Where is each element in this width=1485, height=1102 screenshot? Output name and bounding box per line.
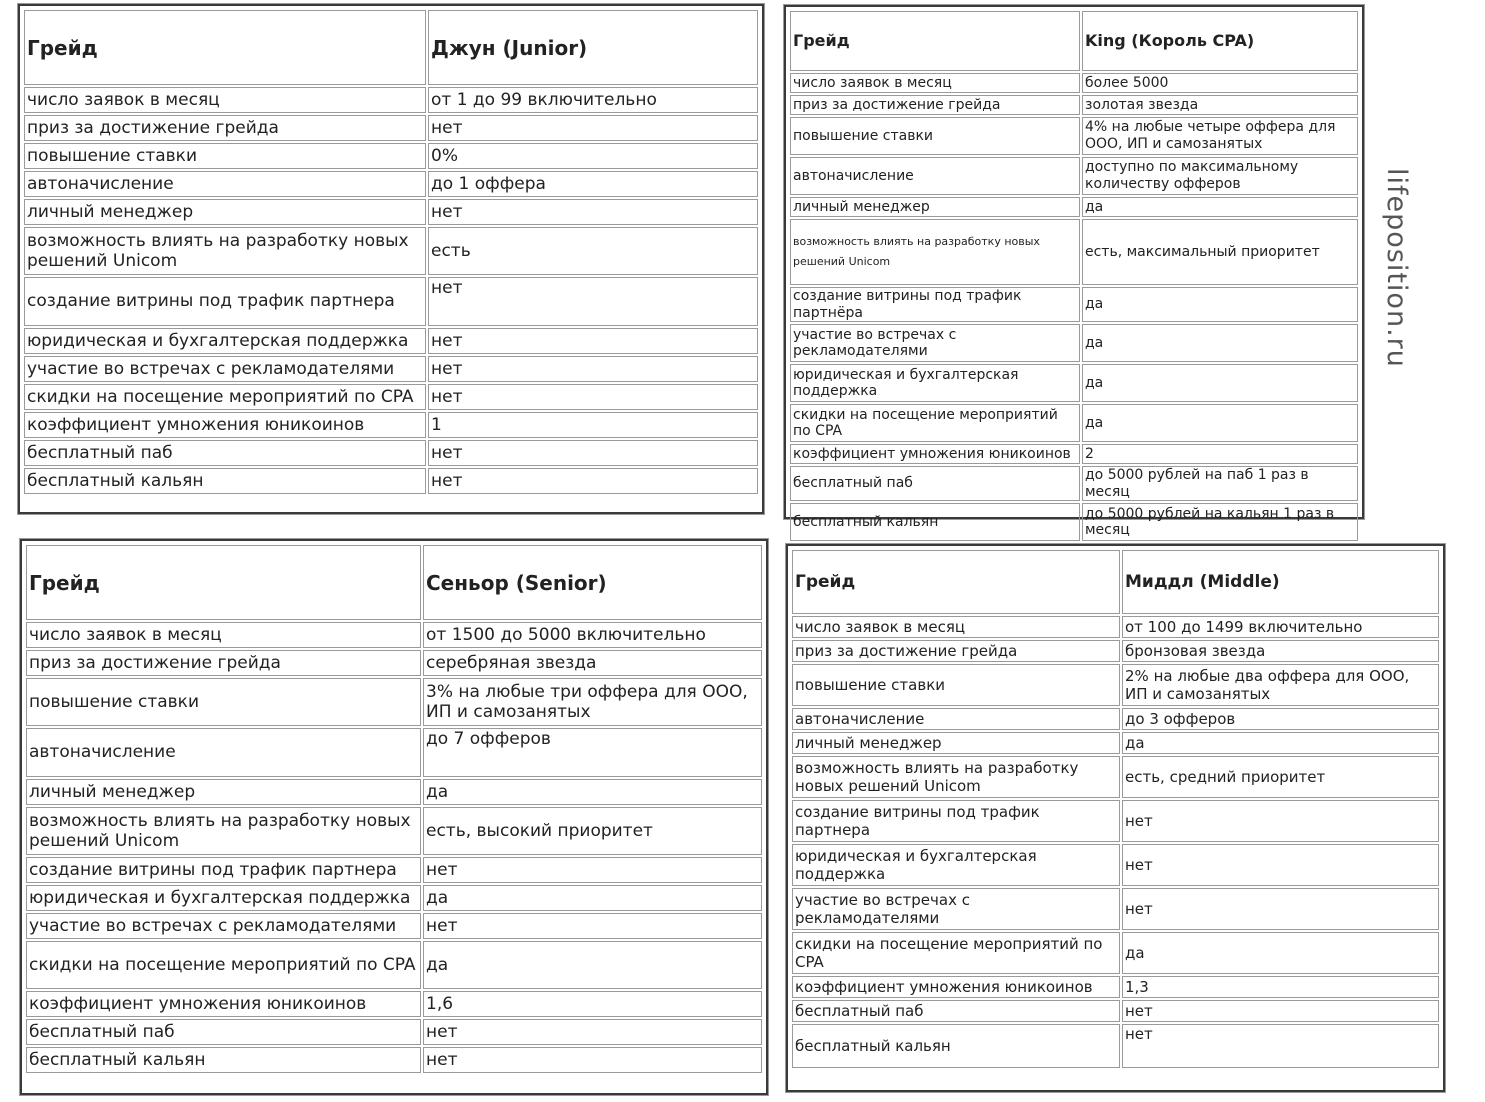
row-label: юридическая и бухгалтерская поддержка bbox=[26, 885, 421, 911]
row-label: личный менеджер bbox=[24, 199, 426, 225]
table-row bbox=[24, 143, 758, 169]
table-row bbox=[24, 199, 758, 225]
site-watermark: lifeposition.ru bbox=[1381, 168, 1412, 368]
row-label: число заявок в месяц bbox=[792, 616, 1120, 638]
row-value: бронзовая звезда bbox=[1122, 640, 1439, 662]
row-label: бесплатный паб bbox=[24, 440, 426, 466]
table-row bbox=[24, 115, 758, 141]
table-row bbox=[26, 1019, 762, 1045]
row-value: нет bbox=[423, 1047, 762, 1073]
row-value: 1,6 bbox=[423, 991, 762, 1017]
header-grade-name: Джун (Junior) bbox=[428, 10, 758, 85]
header-label: Грейд bbox=[24, 10, 426, 85]
table-row bbox=[792, 732, 1439, 754]
row-value: да bbox=[1122, 932, 1439, 974]
table-row bbox=[790, 157, 1358, 195]
row-value: есть, максимальный приоритет bbox=[1082, 219, 1358, 285]
row-value: есть, средний приоритет bbox=[1122, 756, 1439, 798]
header-grade-name: King (Король CPA) bbox=[1082, 11, 1358, 71]
table-row bbox=[792, 756, 1439, 798]
table-row bbox=[26, 941, 762, 989]
row-value: да bbox=[1082, 324, 1358, 362]
row-value: до 5000 рублей на паб 1 раз в месяц bbox=[1082, 466, 1358, 501]
row-label: автоначисление bbox=[26, 728, 421, 777]
row-value: до 5000 рублей на кальян 1 раз в месяц bbox=[1082, 503, 1358, 541]
row-label: бесплатный паб bbox=[792, 1000, 1120, 1022]
row-label: число заявок в месяц bbox=[26, 622, 421, 648]
table-row bbox=[24, 384, 758, 410]
table-row bbox=[790, 364, 1358, 402]
header-label: Грейд bbox=[792, 550, 1120, 614]
header-label: Грейд bbox=[26, 545, 421, 620]
row-label: повышение ставки bbox=[26, 678, 421, 726]
table-row bbox=[792, 976, 1439, 998]
row-label: автоначисление bbox=[790, 157, 1080, 195]
table-row bbox=[792, 844, 1439, 886]
row-value: до 7 офферов bbox=[423, 728, 762, 777]
row-label: бесплатный кальян bbox=[790, 503, 1080, 541]
row-value: да bbox=[1082, 404, 1358, 442]
table-row bbox=[792, 1024, 1439, 1068]
row-label: юридическая и бухгалтерская поддержка bbox=[792, 844, 1120, 886]
table-row bbox=[24, 227, 758, 275]
table-row bbox=[790, 287, 1358, 322]
row-value: до 1 оффера bbox=[428, 171, 758, 197]
table-row bbox=[26, 728, 762, 777]
middle-table bbox=[790, 548, 1441, 1070]
row-label: число заявок в месяц bbox=[24, 87, 426, 113]
row-value: нет bbox=[1122, 844, 1439, 886]
row-label: скидки на посещение мероприятий по CPA bbox=[24, 384, 426, 410]
row-label: возможность влиять на разработку новых решений Unicom bbox=[26, 807, 421, 855]
row-value: от 100 до 1499 включительно bbox=[1122, 616, 1439, 638]
table-row bbox=[792, 640, 1439, 662]
table-header-row bbox=[790, 11, 1358, 71]
row-label: скидки на посещение мероприятий по CPA bbox=[790, 404, 1080, 442]
table-row bbox=[26, 885, 762, 911]
table-row bbox=[792, 800, 1439, 842]
row-label: бесплатный паб bbox=[790, 466, 1080, 501]
table-row bbox=[24, 440, 758, 466]
row-label: бесплатный кальян bbox=[792, 1024, 1120, 1068]
row-value: золотая звезда bbox=[1082, 95, 1358, 115]
row-label: личный менеджер bbox=[26, 779, 421, 805]
table-row bbox=[24, 468, 758, 494]
row-value: 2 bbox=[1082, 444, 1358, 464]
table-row bbox=[26, 991, 762, 1017]
table-row bbox=[790, 466, 1358, 501]
row-label: возможность влиять на разработку новых решений Unicom bbox=[24, 227, 426, 275]
table-row bbox=[26, 779, 762, 805]
row-label: скидки на посещение мероприятий по CPA bbox=[792, 932, 1120, 974]
row-label: коэффициент умножения юникоинов bbox=[26, 991, 421, 1017]
table-row bbox=[26, 807, 762, 855]
row-value: нет bbox=[428, 468, 758, 494]
row-value: нет bbox=[428, 356, 758, 382]
table-row bbox=[26, 1047, 762, 1073]
row-label: личный менеджер bbox=[792, 732, 1120, 754]
table-row bbox=[792, 1000, 1439, 1022]
table-row bbox=[792, 932, 1439, 974]
row-label: юридическая и бухгалтерская поддержка bbox=[24, 328, 426, 354]
row-value: нет bbox=[1122, 1000, 1439, 1022]
table-row bbox=[24, 412, 758, 438]
table-row bbox=[24, 277, 758, 326]
row-label: автоначисление bbox=[24, 171, 426, 197]
table-header-row bbox=[26, 545, 762, 620]
row-value: нет bbox=[1122, 888, 1439, 930]
row-label: приз за достижение грейда bbox=[790, 95, 1080, 115]
row-value: до 3 офферов bbox=[1122, 708, 1439, 730]
row-value: 4% на любые четыре оффера для ООО, ИП и самозанятых bbox=[1082, 117, 1358, 155]
row-value: 1 bbox=[428, 412, 758, 438]
row-value: нет bbox=[423, 1019, 762, 1045]
row-value: да bbox=[1082, 287, 1358, 322]
row-label: коэффициент умножения юникоинов bbox=[24, 412, 426, 438]
row-value: 2% на любые два оффера для ООО, ИП и самозанятых bbox=[1122, 664, 1439, 706]
row-label: приз за достижение грейда bbox=[26, 650, 421, 676]
row-value: нет bbox=[1122, 1024, 1439, 1068]
senior-grade-table bbox=[20, 539, 768, 1095]
header-grade-name: Миддл (Middle) bbox=[1122, 550, 1439, 614]
table-header-row bbox=[24, 10, 758, 85]
row-label: бесплатный кальян bbox=[26, 1047, 421, 1073]
table-row bbox=[26, 678, 762, 726]
row-value: от 1500 до 5000 включительно bbox=[423, 622, 762, 648]
row-label: бесплатный кальян bbox=[24, 468, 426, 494]
row-label: участие во встречах с рекламодателями bbox=[792, 888, 1120, 930]
row-value: нет bbox=[428, 384, 758, 410]
table-header-row bbox=[792, 550, 1439, 614]
row-label: участие во встречах с рекламодателями bbox=[26, 913, 421, 939]
row-label: автоначисление bbox=[792, 708, 1120, 730]
table-row bbox=[792, 708, 1439, 730]
row-label: личный менеджер bbox=[790, 197, 1080, 217]
row-value: есть, высокий приоритет bbox=[423, 807, 762, 855]
table-row bbox=[24, 87, 758, 113]
row-value: от 1 до 99 включительно bbox=[428, 87, 758, 113]
row-label: повышение ставки bbox=[792, 664, 1120, 706]
middle-grade-table bbox=[786, 544, 1445, 1092]
row-label: юридическая и бухгалтерская поддержка bbox=[790, 364, 1080, 402]
row-value: нет bbox=[423, 857, 762, 883]
row-value: 0% bbox=[428, 143, 758, 169]
row-value: нет bbox=[428, 115, 758, 141]
table-row bbox=[26, 650, 762, 676]
junior-table bbox=[22, 8, 760, 496]
row-label: число заявок в месяц bbox=[790, 73, 1080, 93]
row-value: 3% на любые три оффера для ООО, ИП и самозанятых bbox=[423, 678, 762, 726]
row-label: возможность влиять на разработку новых решений Unicom bbox=[790, 219, 1080, 285]
row-label: повышение ставки bbox=[790, 117, 1080, 155]
row-value: есть bbox=[428, 227, 758, 275]
row-value: нет bbox=[1122, 800, 1439, 842]
row-label: создание витрины под трафик партнера bbox=[24, 277, 426, 326]
row-value: нет bbox=[428, 328, 758, 354]
row-value: нет bbox=[423, 913, 762, 939]
table-row bbox=[790, 73, 1358, 93]
row-label: повышение ставки bbox=[24, 143, 426, 169]
row-value: доступно по максимальному количеству офферов bbox=[1082, 157, 1358, 195]
row-value: да bbox=[1082, 197, 1358, 217]
junior-grade-table bbox=[18, 4, 764, 514]
table-row bbox=[24, 171, 758, 197]
row-value: да bbox=[423, 779, 762, 805]
row-value: более 5000 bbox=[1082, 73, 1358, 93]
row-label: создание витрины под трафик партнёра bbox=[790, 287, 1080, 322]
table-row bbox=[26, 622, 762, 648]
row-value: нет bbox=[428, 199, 758, 225]
table-row bbox=[26, 913, 762, 939]
row-label: создание витрины под трафик партнера bbox=[792, 800, 1120, 842]
table-row bbox=[790, 404, 1358, 442]
table-row bbox=[790, 324, 1358, 362]
table-row bbox=[790, 503, 1358, 541]
table-row bbox=[792, 888, 1439, 930]
row-value: нет bbox=[428, 440, 758, 466]
table-row bbox=[26, 857, 762, 883]
table-row bbox=[24, 356, 758, 382]
table-row bbox=[24, 328, 758, 354]
row-label: бесплатный паб bbox=[26, 1019, 421, 1045]
row-label: приз за достижение грейда bbox=[792, 640, 1120, 662]
table-row bbox=[792, 616, 1439, 638]
table-row bbox=[790, 95, 1358, 115]
table-row bbox=[790, 197, 1358, 217]
row-label: скидки на посещение мероприятий по CPA bbox=[26, 941, 421, 989]
row-label: участие во встречах с рекламодателями bbox=[24, 356, 426, 382]
header-label: Грейд bbox=[790, 11, 1080, 71]
table-row bbox=[792, 664, 1439, 706]
row-value: да bbox=[1122, 732, 1439, 754]
table-row bbox=[790, 219, 1358, 285]
row-label: коэффициент умножения юникоинов bbox=[790, 444, 1080, 464]
row-value: да bbox=[423, 941, 762, 989]
row-label: коэффициент умножения юникоинов bbox=[792, 976, 1120, 998]
senior-table bbox=[24, 543, 764, 1075]
row-value: да bbox=[1082, 364, 1358, 402]
row-label: создание витрины под трафик партнера bbox=[26, 857, 421, 883]
row-value: 1,3 bbox=[1122, 976, 1439, 998]
row-value: нет bbox=[428, 277, 758, 326]
king-table bbox=[788, 9, 1360, 543]
row-label: приз за достижение грейда bbox=[24, 115, 426, 141]
header-grade-name: Сеньор (Senior) bbox=[423, 545, 762, 620]
row-value: да bbox=[423, 885, 762, 911]
table-row bbox=[790, 117, 1358, 155]
table-row bbox=[790, 444, 1358, 464]
row-label: участие во встречах с рекламодателями bbox=[790, 324, 1080, 362]
row-value: серебряная звезда bbox=[423, 650, 762, 676]
king-grade-table bbox=[784, 5, 1364, 539]
row-label: возможность влиять на разработку новых решений Unicom bbox=[792, 756, 1120, 798]
